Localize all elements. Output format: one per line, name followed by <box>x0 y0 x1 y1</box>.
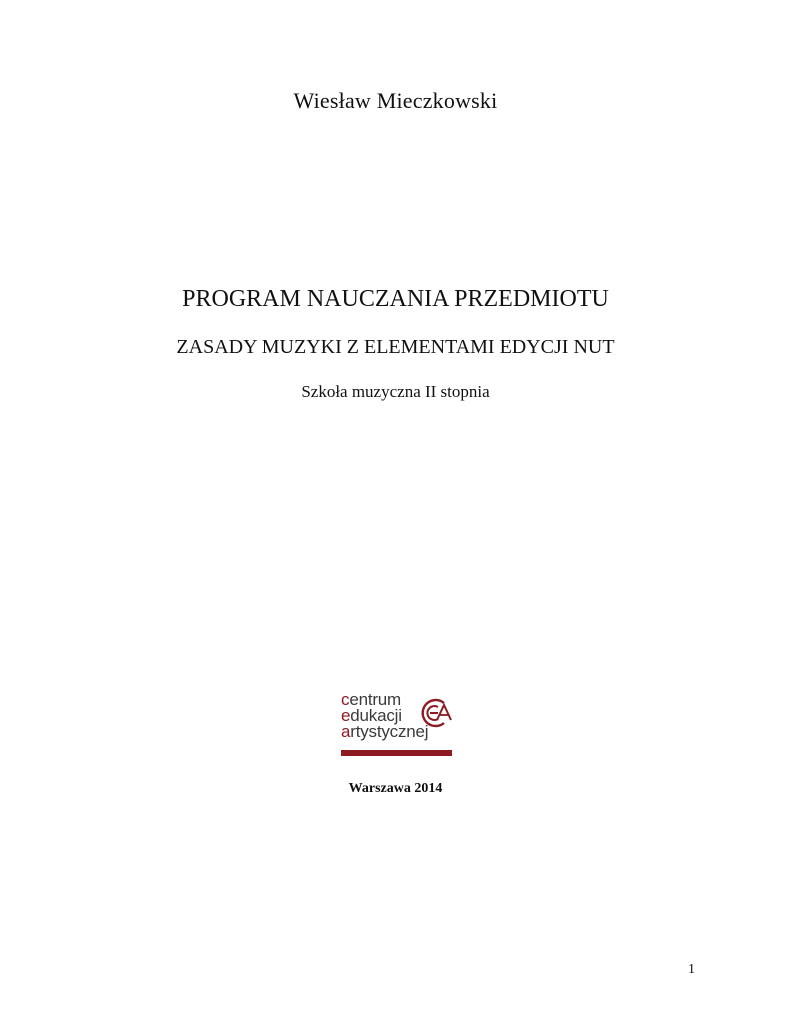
logo-wordmark <box>341 692 428 740</box>
cea-logo <box>341 692 455 764</box>
school-level: Szkoła muzyczna II stopnia <box>301 382 490 401</box>
logo-line-edukacji: edukacji <box>341 706 402 725</box>
logo-underline-bar <box>341 750 452 756</box>
document-subtitle: ZASADY MUZYKI Z ELEMENTAMI EDYCJI NUT <box>176 336 615 358</box>
logo-line-artystycznej: artystycznej <box>341 722 429 741</box>
page-number: 1 <box>688 962 695 977</box>
cea-monogram-icon <box>418 698 452 728</box>
author-name: Wiesław Mieczkowski <box>293 88 498 113</box>
document-title: PROGRAM NAUCZANIA PRZEDMIOTU <box>182 286 609 312</box>
place-and-date: Warszawa 2014 <box>348 781 443 796</box>
logo-line-centrum: centrum <box>341 690 402 709</box>
